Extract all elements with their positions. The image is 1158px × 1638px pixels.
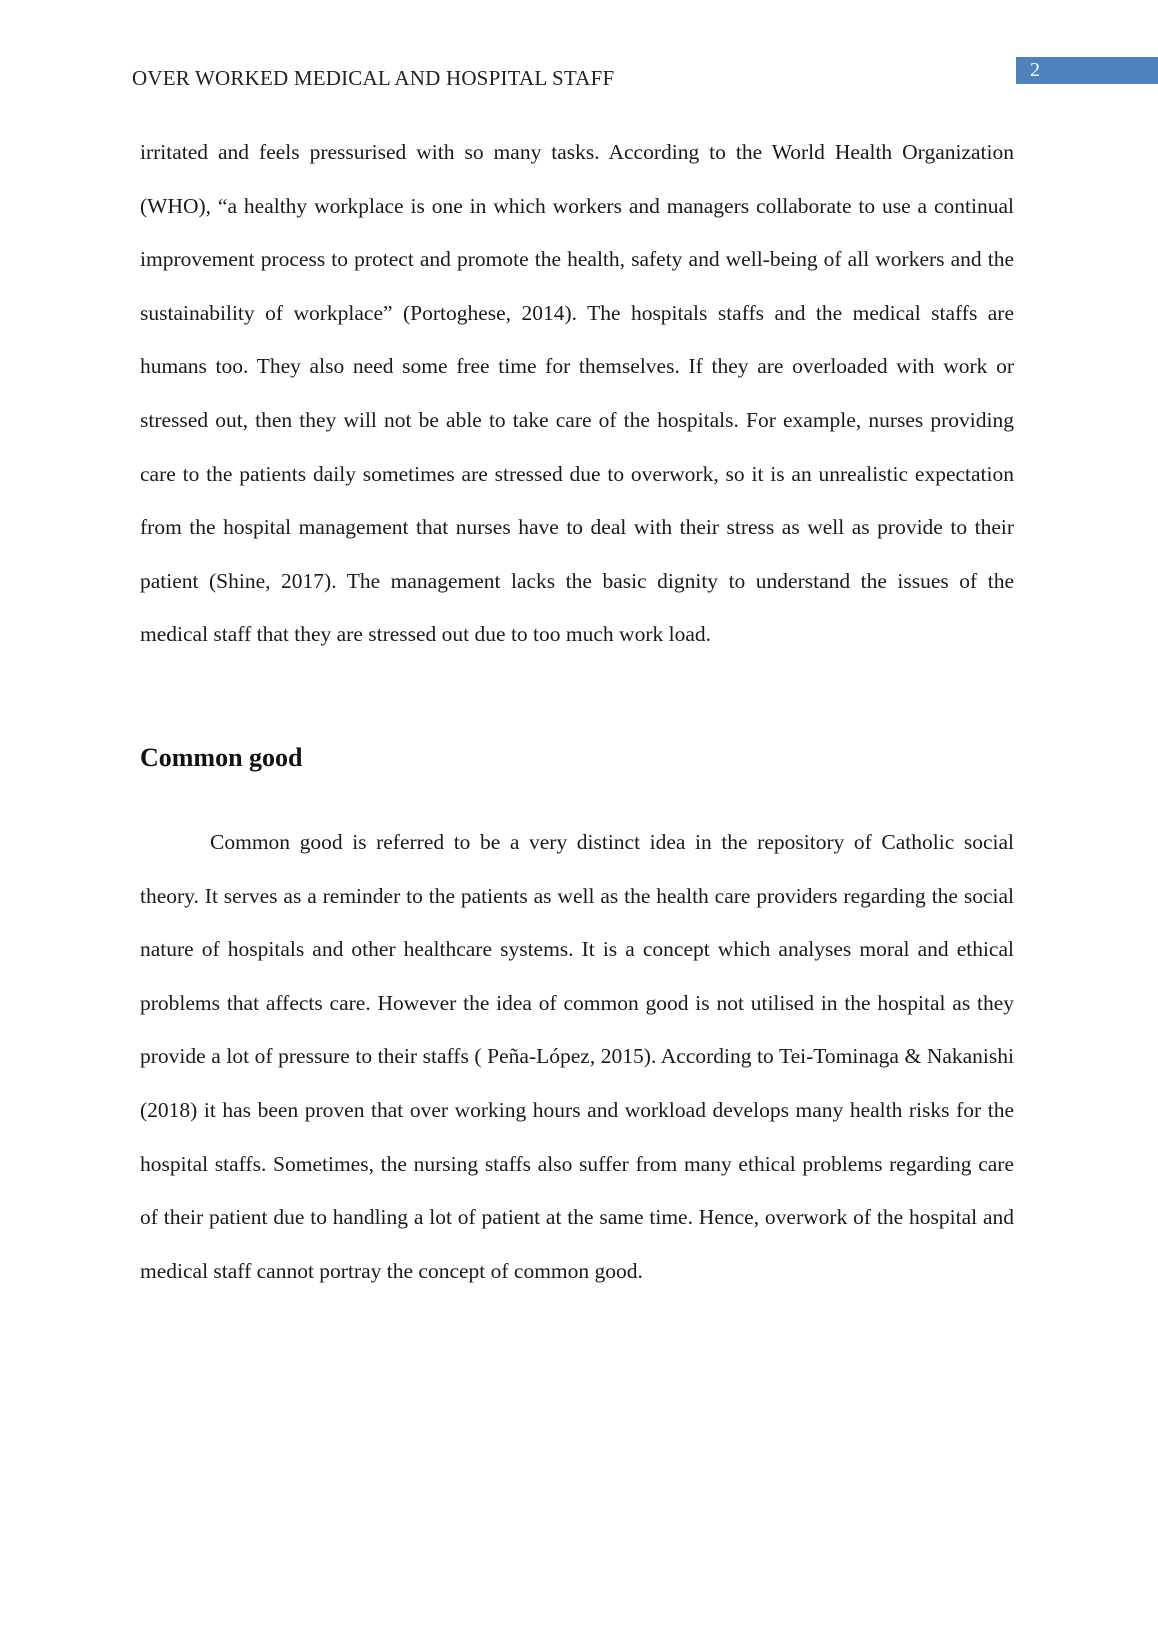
section-heading: Common good [140, 743, 303, 772]
body-paragraph-2: Common good is referred to be a very distinct idea in the repository of Catholic social theory. It serves as a reminder to the patients as well as the health care providers regarding the social nature of hospitals and other healthcare systems. It is a concept which analyses moral and ethical problems that affects care. However the idea of common good is not utilised in the hospital as they provide a lot of pressure to their staffs ( Peña-López, 2015). According to Tei-Tominaga & Nakanishi (2018) it has been proven that over working hours and workload develops many health risks for the hospital staffs. Sometimes, the nursing staffs also suffer from many ethical problems regarding care of their patient due to handling a lot of patient at the same time. Hence, overwork of the hospital and medical staff cannot portray the concept of common good. [140, 830, 1014, 1283]
running-head-title: OVER WORKED MEDICAL AND HOSPITAL STAFF [132, 66, 615, 90]
page-number: 2 [1016, 57, 1158, 84]
body-paragraph-1: irritated and feels pressurised with so many tasks. According to the World Health Organization (WHO), “a healthy workplace is one in which workers and managers collaborate to use a continual improvement process to protect and promote the health, safety and well-being of all workers and the sustainability of workplace” (Portoghese, 2014). The hospitals staffs and the medical staffs are humans too. They also need some free time for themselves. If they are overloaded with work or stressed out, then they will not be able to take care of the hospitals. For example, nurses providing care to the patients daily sometimes are stressed due to overwork, so it is an unrealistic expectation from the hospital management that nurses have to deal with their stress as well as provide to their patient (Shine, 2017). The management lacks the basic dignity to understand the issues of the medical staff that they are stressed out due to too much work load. [140, 140, 1014, 647]
